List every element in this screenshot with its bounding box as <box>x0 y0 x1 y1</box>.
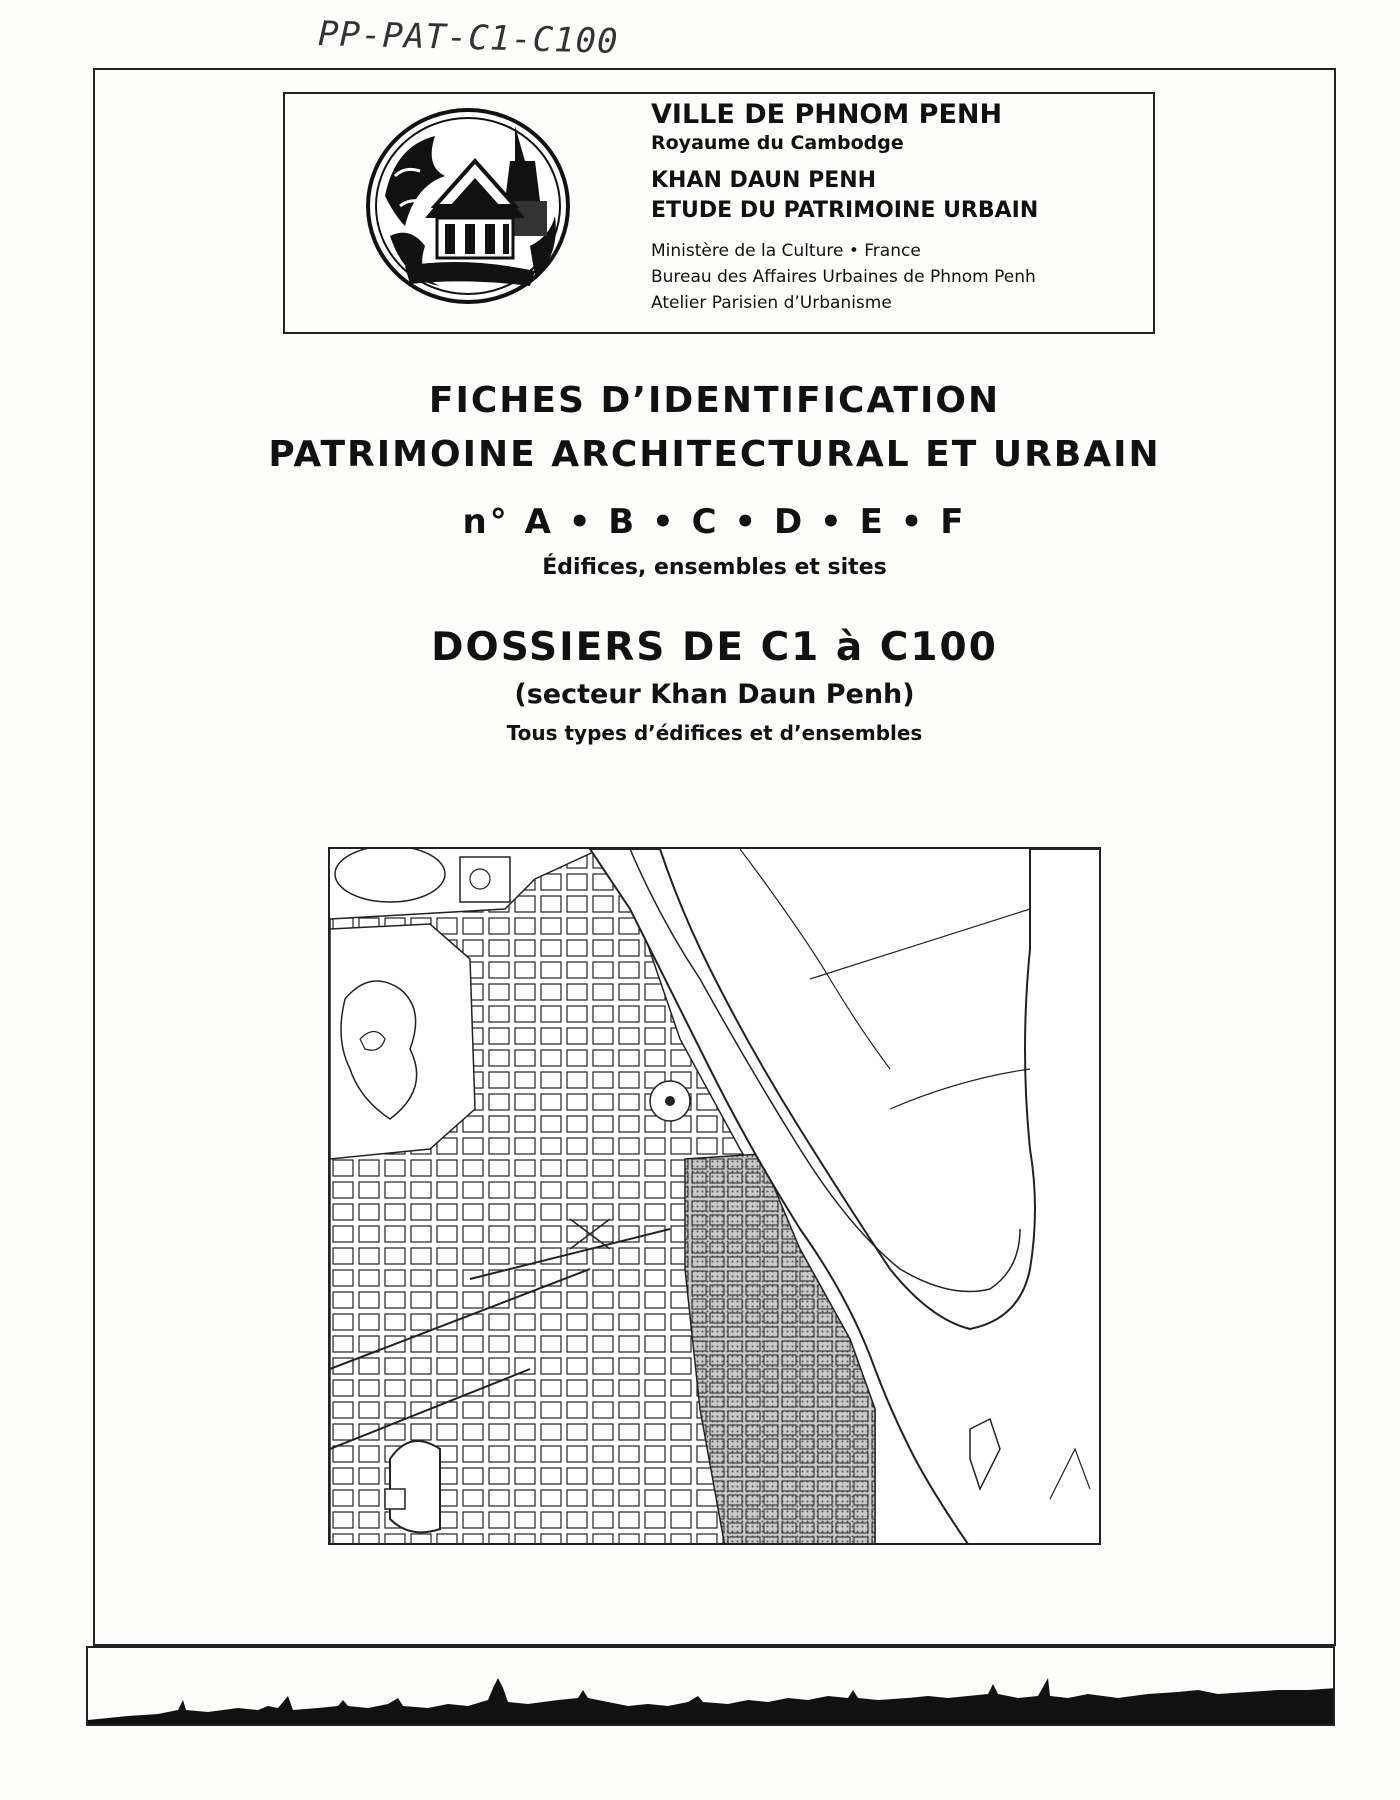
study-title: ETUDE DU PATRIMOINE URBAIN <box>651 198 1039 223</box>
city-seal-emblem <box>365 106 571 306</box>
main-title-line-1: FICHES D’IDENTIFICATION <box>428 380 1001 421</box>
skyline-silhouette <box>88 1648 1335 1726</box>
district-map <box>328 847 1101 1545</box>
building-types-label: Tous types d’édifices et d’ensembles <box>506 721 923 745</box>
archive-reference: PP-PAT-C1-C100 <box>317 14 620 62</box>
organization-list <box>651 238 1151 316</box>
street-plan-drawing <box>330 849 1101 1545</box>
category-subtitle: Édifices, ensembles et sites <box>542 555 887 580</box>
organization-ministry: Ministère de la Culture • France <box>651 241 921 261</box>
dossiers-range: DOSSIERS DE C1 à C100 <box>431 625 998 670</box>
main-title-line-2: PATRIMOINE ARCHITECTURAL ET URBAIN <box>268 434 1161 475</box>
kingdom-name: Royaume du Cambodge <box>651 132 904 154</box>
category-letters: n° A • B • C • D • E • F <box>462 502 967 542</box>
city-name: VILLE DE PHNOM PENH <box>651 99 1003 130</box>
header-box <box>283 92 1155 334</box>
organization-bureau: Bureau des Affaires Urbaines de Phnom Penh <box>651 267 1036 287</box>
district-name: KHAN DAUN PENH <box>651 168 877 193</box>
city-skyline-band <box>86 1646 1335 1726</box>
organization-atelier: Atelier Parisien d’Urbanisme <box>651 293 892 313</box>
sector-label: (secteur Khan Daun Penh) <box>514 679 915 710</box>
